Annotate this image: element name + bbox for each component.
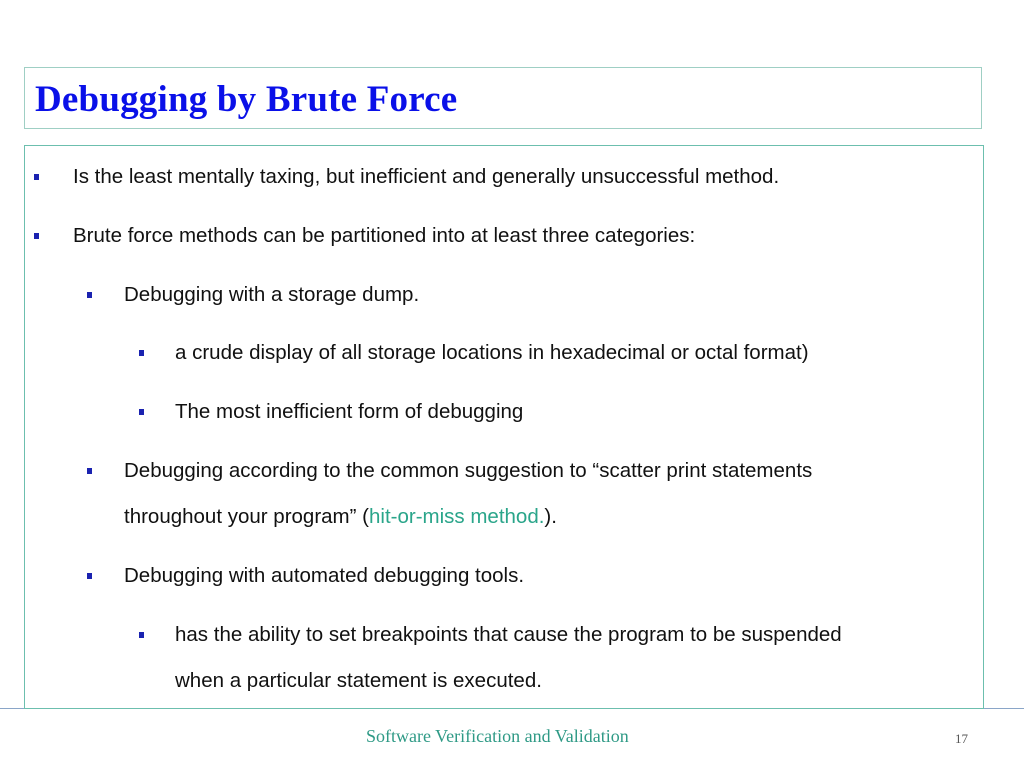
slide-title: Debugging by Brute Force [35,79,458,120]
bullet-level3-item: a crude display of all storage locations in hexadecimal or octal format) [175,341,809,364]
bullet-marker-icon [139,350,144,356]
bullet-marker-icon [87,468,92,474]
bullet-level3-item: The most inefficient form of debugging [175,400,524,423]
bullet-marker-icon [87,292,92,298]
bullet-level1-item: Is the least mentally taxing, but inefficient and generally unsuccessful method. [73,165,780,188]
footer-course-title: Software Verification and Validation [366,726,629,746]
bullet-marker-icon [34,233,39,239]
title-box [24,67,982,129]
bullet-marker-icon [87,573,92,579]
bullet-level2-item: Debugging with automated debugging tools. [124,564,525,587]
bullet-text: ). [544,505,557,528]
bullet-level2-item-line1: Debugging according to the common suggestion to “scatter print statements [124,459,813,482]
bullet-level3-item-line1: has the ability to set breakpoints that cause the program to be suspended [175,623,842,646]
highlighted-term: hit-or-miss method. [368,505,545,528]
bullet-level2-item: Debugging with a storage dump. [124,283,420,306]
bullet-marker-icon [139,409,144,415]
bullet-level2-item-line2 [124,494,557,540]
page-number: 17 [955,731,968,746]
bullet-marker-icon [139,632,144,638]
bullet-level3-item-line2: when a particular statement is executed. [175,669,542,692]
bullet-level1-item: Brute force methods can be partitioned into at least three categories: [73,224,696,247]
bullet-text: throughout your program” ( [124,505,369,528]
bullet-marker-icon [34,174,39,180]
